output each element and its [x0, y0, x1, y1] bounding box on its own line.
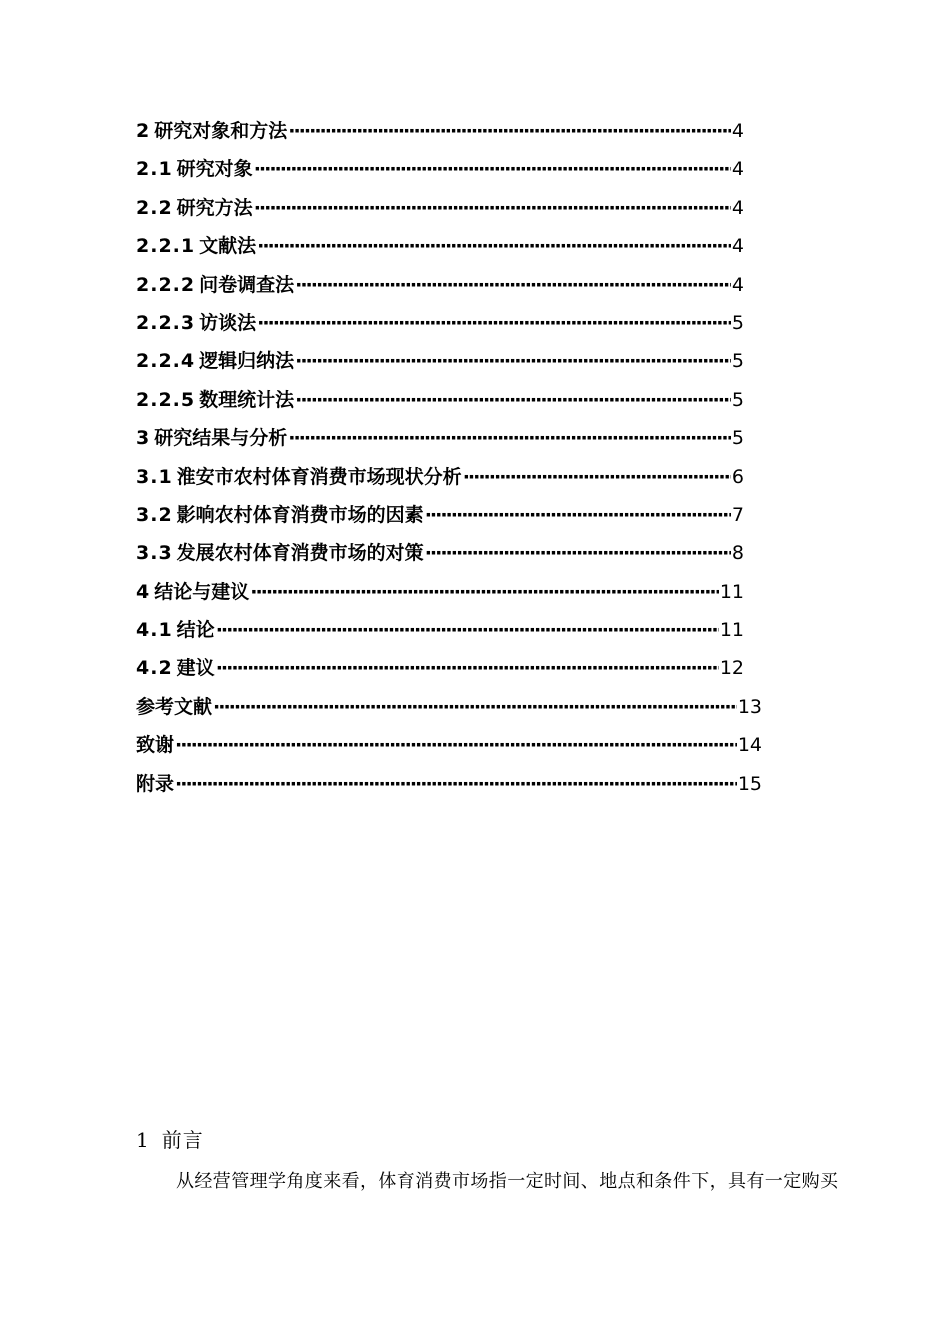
body-paragraph: 从经营管理学角度来看，体育消费市场指一定时间、地点和条件下，具有一定购买 — [176, 1171, 839, 1192]
toc-entry[interactable] — [136, 266, 744, 304]
toc-entry-title: 问卷调查法 — [199, 273, 295, 296]
toc-entry-page: 5 — [731, 388, 744, 411]
toc-entry-page: 4 — [731, 235, 744, 258]
toc-entry-page: 7 — [731, 503, 744, 526]
toc-entry-title: 结论与建议 — [154, 580, 250, 603]
toc-entry-title: 建议 — [176, 657, 215, 680]
toc-dot-leader — [295, 342, 731, 380]
toc-entry-page: 8 — [731, 542, 744, 565]
toc-entry-number: 4.1 — [136, 619, 173, 642]
toc-dot-leader — [254, 150, 731, 188]
toc-entry-title: 附录 — [136, 772, 175, 795]
table-of-contents — [136, 112, 762, 803]
toc-entry[interactable] — [136, 611, 744, 649]
toc-entry-title: 影响农村体育消费市场的因素 — [176, 503, 424, 526]
toc-entry[interactable] — [136, 573, 744, 611]
toc-entry-title: 访谈法 — [199, 311, 257, 334]
toc-entry-title: 数理统计法 — [199, 388, 295, 411]
toc-dot-leader — [175, 726, 737, 764]
toc-entry-number: 3.3 — [136, 542, 173, 565]
toc-entry-number: 4.2 — [136, 657, 173, 680]
toc-entry-title: 淮安市农村体育消费市场现状分析 — [176, 465, 462, 488]
toc-entry-title: 逻辑归纳法 — [199, 350, 295, 373]
toc-entry[interactable] — [136, 304, 744, 342]
toc-entry[interactable] — [136, 496, 744, 534]
toc-entry-number: 4 — [136, 580, 151, 603]
toc-entry-number: 2.2 — [136, 196, 173, 219]
section-heading — [136, 1124, 204, 1153]
toc-entry-page: 4 — [731, 158, 744, 181]
toc-dot-leader — [254, 189, 731, 227]
toc-entry-page: 4 — [731, 273, 744, 296]
toc-entry-title: 研究对象 — [176, 158, 253, 181]
toc-entry-number: 2.2.1 — [136, 235, 196, 258]
toc-entry-page: 5 — [731, 427, 744, 450]
toc-dot-leader — [288, 419, 731, 457]
toc-entry[interactable] — [136, 112, 744, 150]
toc-entry-number: 3 — [136, 427, 151, 450]
toc-entry[interactable] — [136, 189, 744, 227]
toc-entry-page: 14 — [737, 734, 762, 757]
toc-entry[interactable] — [136, 649, 744, 687]
toc-entry[interactable] — [136, 419, 744, 457]
toc-entry-title: 发展农村体育消费市场的对策 — [176, 542, 424, 565]
toc-entry-title: 致谢 — [136, 734, 175, 757]
toc-entry[interactable] — [136, 150, 744, 188]
section-title: 前言 — [161, 1128, 204, 1152]
toc-entry-page: 11 — [719, 619, 744, 642]
toc-dot-leader — [425, 496, 731, 534]
toc-dot-leader — [257, 304, 731, 342]
toc-entry-title: 研究结果与分析 — [154, 427, 288, 450]
toc-entry-title: 结论 — [176, 619, 215, 642]
toc-entry[interactable] — [136, 688, 762, 726]
toc-entry-number: 2.2.5 — [136, 388, 196, 411]
section-number: 1 — [136, 1128, 150, 1152]
toc-dot-leader — [250, 573, 719, 611]
toc-entry[interactable] — [136, 458, 744, 496]
toc-dot-leader — [216, 611, 719, 649]
toc-entry-title: 研究对象和方法 — [154, 120, 288, 142]
toc-entry[interactable] — [136, 227, 744, 265]
toc-entry-number: 2.1 — [136, 158, 173, 181]
toc-entry-number: 2 — [136, 120, 151, 142]
toc-dot-leader — [257, 227, 731, 265]
toc-dot-leader — [288, 112, 731, 150]
toc-entry-number: 3.2 — [136, 503, 173, 526]
toc-entry-number: 2.2.2 — [136, 273, 196, 296]
toc-entry-page: 4 — [731, 196, 744, 219]
toc-entry-number: 2.2.4 — [136, 350, 196, 373]
toc-entry[interactable] — [136, 534, 744, 572]
toc-entry-title: 研究方法 — [176, 196, 253, 219]
toc-entry-number: 2.2.3 — [136, 311, 196, 334]
toc-dot-leader — [175, 765, 737, 803]
toc-entry-page: 5 — [731, 311, 744, 334]
toc-entry-page: 11 — [719, 580, 744, 603]
toc-entry-page: 12 — [719, 657, 744, 680]
toc-dot-leader — [213, 688, 737, 726]
toc-entry-title: 参考文献 — [136, 695, 213, 718]
toc-entry[interactable] — [136, 765, 762, 803]
toc-entry-page: 15 — [737, 772, 762, 795]
toc-entry-number: 3.1 — [136, 465, 173, 488]
toc-entry-page: 5 — [731, 350, 744, 373]
toc-dot-leader — [216, 649, 719, 687]
toc-entry-title: 文献法 — [199, 235, 257, 258]
toc-dot-leader — [295, 381, 731, 419]
toc-dot-leader — [425, 534, 731, 572]
toc-dot-leader — [295, 266, 731, 304]
toc-entry-page: 13 — [737, 695, 762, 718]
toc-entry[interactable] — [136, 342, 744, 380]
toc-entry-page: 6 — [731, 465, 744, 488]
toc-entry[interactable] — [136, 726, 762, 764]
toc-dot-leader — [463, 458, 731, 496]
toc-entry[interactable] — [136, 381, 744, 419]
toc-entry-page: 4 — [731, 120, 744, 142]
